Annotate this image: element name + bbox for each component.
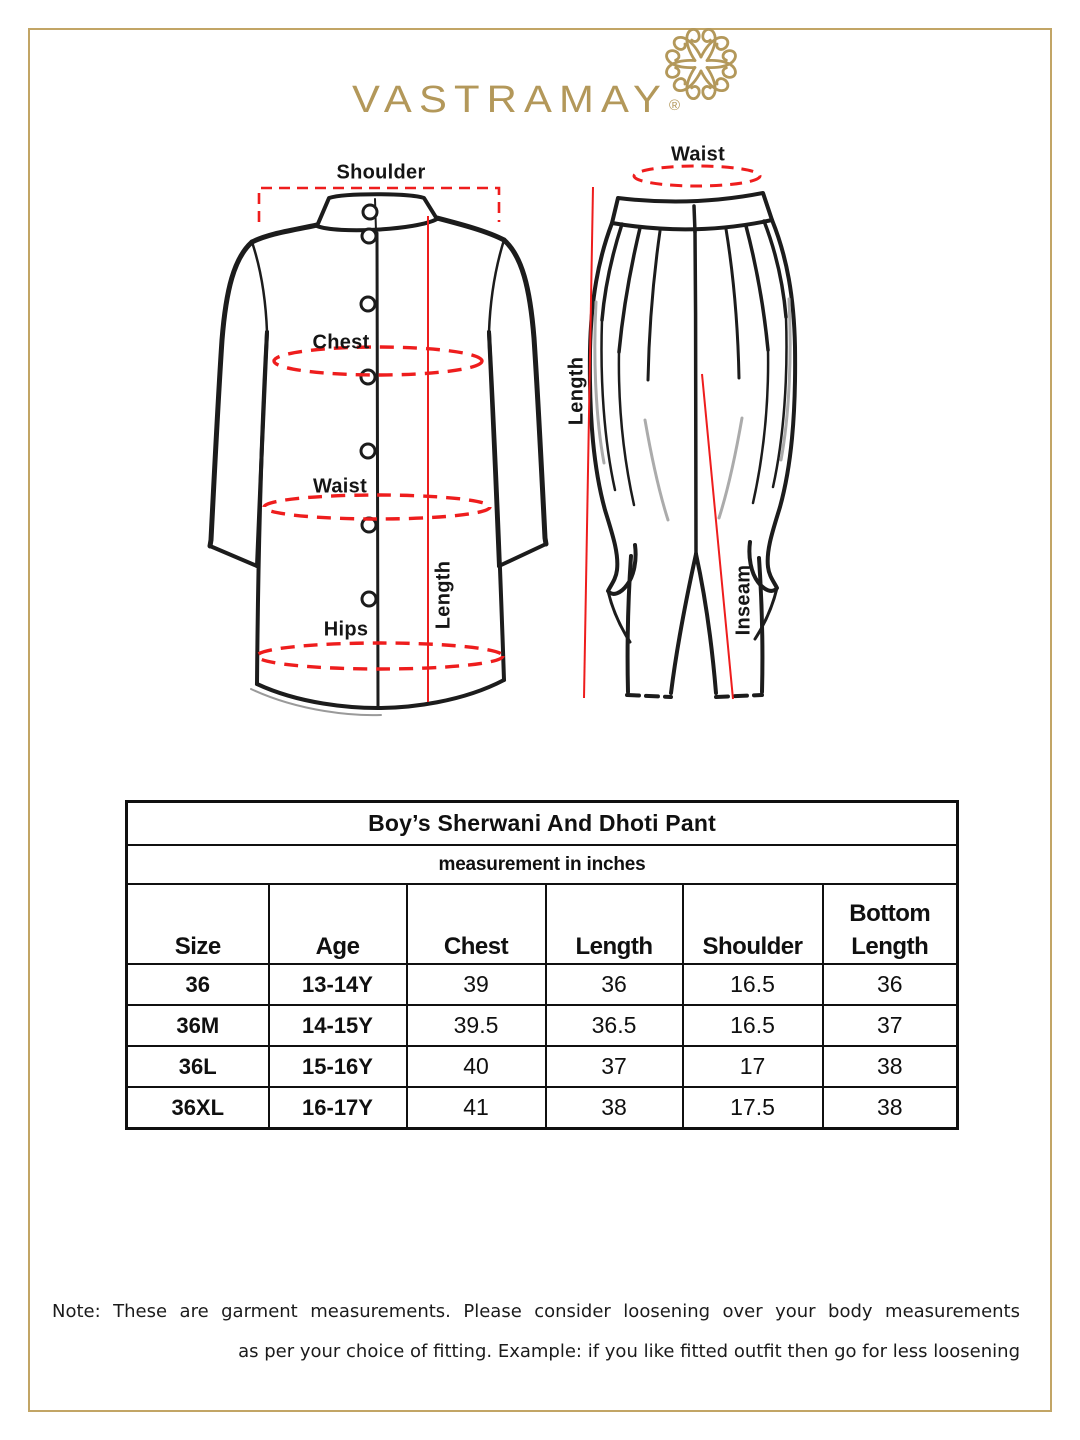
column-header-age: Age <box>269 884 407 964</box>
cell-chest: 39 <box>407 964 546 1005</box>
table-row <box>127 1046 958 1087</box>
sherwani-buttons <box>361 205 377 606</box>
size-chart-section <box>125 800 959 1130</box>
dhoti-right-leg <box>759 558 762 692</box>
dhoti-waist-label: Waist <box>670 143 726 166</box>
sherwani-chest-label: Chest <box>312 331 370 354</box>
cell-shoulder: 16.5 <box>683 1005 823 1046</box>
cell-length: 37 <box>546 1046 683 1087</box>
cell-size: 36XL <box>127 1087 269 1129</box>
cell-age: 15-16Y <box>269 1046 407 1087</box>
cell-bottom-length: 38 <box>823 1046 958 1087</box>
sherwani-drawing <box>210 194 546 715</box>
cell-bottom-length: 38 <box>823 1087 958 1129</box>
cell-length: 36.5 <box>546 1005 683 1046</box>
cell-age: 16-17Y <box>269 1087 407 1129</box>
cell-length: 38 <box>546 1087 683 1129</box>
sherwani-body <box>257 332 267 684</box>
size-chart-subtitle: measurement in inches <box>127 845 958 884</box>
dhoti-left-leg <box>628 556 631 692</box>
table-row <box>127 964 958 1005</box>
sherwani-waist-label: Waist <box>312 475 368 498</box>
sherwani-measure-annotations <box>257 188 503 702</box>
cell-shoulder: 17 <box>683 1046 823 1087</box>
dhoti-inseam-label: Inseam <box>732 564 755 636</box>
cell-age: 13-14Y <box>269 964 407 1005</box>
sherwani-placket <box>377 233 378 708</box>
dhoti-waist-measure-ellipse <box>634 166 760 186</box>
size-chart-table <box>125 800 959 1130</box>
sherwani-shoulder-label: Shoulder <box>336 161 426 184</box>
table-row <box>127 1087 958 1129</box>
note-line-1: Note: These are garment measurements. Please consider loosening over your body measurements <box>52 1301 1020 1322</box>
cell-size: 36M <box>127 1005 269 1046</box>
cell-shoulder: 17.5 <box>683 1087 823 1129</box>
cell-size: 36 <box>127 964 269 1005</box>
dhoti-length-label: Length <box>565 356 588 426</box>
hips-measure-ellipse <box>257 643 503 669</box>
registered-trademark-symbol: ® <box>669 97 681 114</box>
size-chart-title: Boy’s Sherwani And Dhoti Pant <box>127 802 958 846</box>
brand-wordmark: VASTRAMAY <box>352 78 669 121</box>
dhoti-center-crease <box>695 232 696 554</box>
column-header-shoulder: Shoulder <box>683 884 823 964</box>
table-row <box>127 1005 958 1046</box>
column-header-chest: Chest <box>407 884 546 964</box>
measurement-note <box>52 1292 1020 1372</box>
column-header-bottom-length: Bottom Length <box>823 884 958 964</box>
cell-bottom-length: 36 <box>823 964 958 1005</box>
cell-chest: 40 <box>407 1046 546 1087</box>
cell-bottom-length: 37 <box>823 1005 958 1046</box>
brand-rosette-icon <box>664 27 737 100</box>
cell-chest: 41 <box>407 1087 546 1129</box>
column-header-size: Size <box>127 884 269 964</box>
sherwani-left-sleeve <box>210 242 252 546</box>
dhoti-drawing <box>590 193 795 697</box>
dhoti-waistband <box>612 193 772 229</box>
note-line-2: as per your choice of fitting. Example: if you like fitted outfit then go for less loosening <box>238 1341 1020 1362</box>
cell-age: 14-15Y <box>269 1005 407 1046</box>
column-header-length: Length <box>546 884 683 964</box>
cell-length: 36 <box>546 964 683 1005</box>
sherwani-length-label: Length <box>432 560 455 630</box>
cell-chest: 39.5 <box>407 1005 546 1046</box>
sherwani-right-sleeve <box>504 240 546 544</box>
dhoti-inseam-line <box>702 374 733 699</box>
sherwani-hips-label: Hips <box>323 618 369 641</box>
cell-shoulder: 16.5 <box>683 964 823 1005</box>
size-chart-header-row <box>127 884 958 964</box>
cell-size: 36L <box>127 1046 269 1087</box>
